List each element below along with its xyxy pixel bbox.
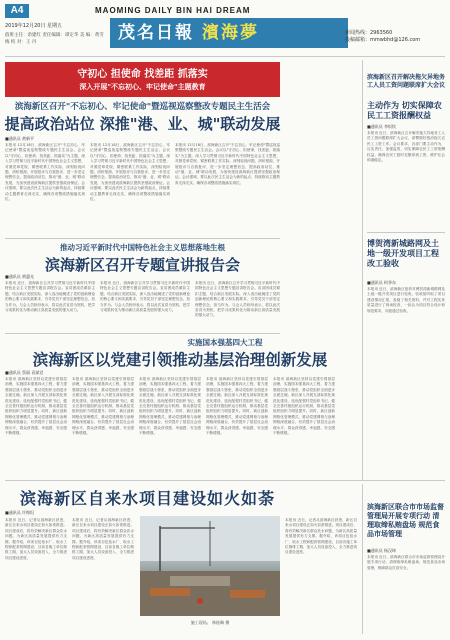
side1-byline: ■通讯员 李炽钦 xyxy=(367,124,397,129)
header-divider xyxy=(5,56,445,57)
slogan-banner xyxy=(5,62,280,97)
article3-byline: ■通讯员 蔡丽 袁斌君 xyxy=(5,370,44,375)
construction-photo xyxy=(140,516,280,616)
side1-kicker: 滨海新区召开解决拖欠异地务工人员工资问题联席扩大会议 xyxy=(367,74,446,89)
banner-slogan: 守初心 担使命 找差距 抓落实 xyxy=(77,69,208,80)
article3-body-col4: 本报讯 滨海新区坚持以党建引领基层治理，实施国本强基四大工程，着力建强基层战斗堡垒，推动党组织全面进步全面过硬。新区深入开展支部标准化规范化建设，选优配强村党组织书记，健全完善村级组织运行机制，推动基层党组织组织力明显提升。同时，新区创新网格化管理模式，推动党建网格与治理网格深度融合，有效提升了基层社会治理水平，群众获得感、幸福感、安全感不断增强。 xyxy=(206,377,268,436)
hotline-info xyxy=(345,30,420,44)
divider xyxy=(5,333,280,334)
article3-kicker: 实施国本强基四大工程 xyxy=(187,338,263,347)
article4-body-col3: 本报讯 近日，记者从滨海新区获悉，新区自来水项目建设正如火如荼推进。项目建成后，将有效解决新区群众饮水问题，为新区高质量发展提供有力支撑。据介绍，该项目包括水厂、取水工程和配套管网建设，目前各施工单位倒排工期，加大人员设备投入，全力推进项目建设进度。 xyxy=(285,518,357,555)
article2-byline: ■通讯员 黄惠光 xyxy=(5,274,35,279)
article1-body-col1: 本报讯 12月18日，滨海新区召开"不忘初心、牢记使命"暨巡视巡察整改专题民主生活会。会议以"守初心、担使命，找差距、抓落实"为主题，深入学习贯彻习近平新时代中国特色社会主义思想，对照党章党规，紧密联系工作实际，深刻检视问题，剖析根源，开展批评与自我批评，进一步坚定理想信念，提高政治站位，推动"港、业、城"联动发展，为加快建设滨海新区提供坚强政治保证。会议强调，要以此次民主生活会为新的起点，持续推动主题教育走深走实，确保各项整改措施落实到位。 xyxy=(5,143,85,202)
article1-byline: ■通讯员 黄新平 xyxy=(5,136,35,141)
photo-illustration xyxy=(140,516,280,616)
article4-body-col2: 本报讯 近日，记者从滨海新区获悉，新区自来水项目建设正如火如荼推进。项目建成后，将有效解决新区群众饮水问题，为新区高质量发展提供有力支撑。据介绍，该项目包括水厂、取水工程和配套管网建设，目前各施工单位倒排工期，加大人员设备投入，全力推进项目建设进度。 xyxy=(72,518,134,560)
side1-body: 本报讯 近日，滨海新区召开解决拖欠异地务工人员工资问题联席扩大会议，部署做好根治拖欠农民工工资工作。会议要求，各部门要主动作为，压实责任，加强监管，切实保障农民工工资报酬权益，确保农民工按时足额拿到工资，维护社会和谐稳定。 xyxy=(367,131,445,163)
issue-date: 2019年12月20日 星期五 xyxy=(5,23,63,29)
divider xyxy=(5,238,280,239)
masthead-subtitle: 濱海夢 xyxy=(202,23,259,43)
article4-headline: 滨海新区自来水项目建设如火如荼 xyxy=(20,489,276,508)
article2-body-col3: 本报讯 近日，滨海新区召开学习贯彻习近平新时代中国特色社会主义思想专题宣讲报告会。宣讲团成员紧扣主题，结合新区发展实际，深入浅出地阐述了党的创新理论的核心要义和实践要求，引导党员干部坚定理想信念，担当作为。与会人员纷纷表示，将以此次宣讲为契机，把学习成果转化为推动新区高质量发展的强大动力。 xyxy=(195,281,280,318)
column-divider xyxy=(362,484,363,634)
article4-byline: ■通讯员 许锦坦 xyxy=(5,510,35,515)
divider xyxy=(5,480,445,481)
article1-body-col3: 本报讯 12月18日，滨海新区召开"不忘初心、牢记使命"暨巡视巡察整改专题民主生活会。会议以"守初心、担使命，找差距、抓落实"为主题，深入学习贯彻习近平新时代中国特色社会主义思想，对照党章党规，紧密联系工作实际，深刻检视问题，剖析根源，开展批评与自我批评，进一步坚定理想信念，提高政治站位，推动"港、业、城"联动发展，为加快建设滨海新区提供坚强政治保证。会议强调，要以此次民主生活会为新的起点，持续推动主题教育走深走实，确保各项整改措施落实到位。 xyxy=(175,143,280,185)
article3-body-col2: 本报讯 滨海新区坚持以党建引领基层治理，实施国本强基四大工程，着力建强基层战斗堡垒，推动党组织全面进步全面过硬。新区深入开展支部标准化规范化建设，选优配强村党组织书记，健全完善村级组织运行机制，推动基层党组织组织力明显提升。同时，新区创新网格化管理模式，推动党建网格与治理网格深度融合，有效提升了基层社会治理水平，群众获得感、幸福感、安全感不断增强。 xyxy=(72,377,134,436)
article1-body-col2: 本报讯 12月18日，滨海新区召开"不忘初心、牢记使命"暨巡视巡察整改专题民主生活会。会议以"守初心、担使命，找差距、抓落实"为主题，深入学习贯彻习近平新时代中国特色社会主义思想，对照党章党规，紧密联系工作实际，深刻检视问题，剖析根源，开展批评与自我批评，进一步坚定理想信念，提高政治站位，推动"港、业、城"联动发展，为加快建设滨海新区提供坚强政治保证。会议强调，要以此次民主生活会为新的起点，持续推动主题教育走深走实，确保各项整改措施落实到位。 xyxy=(90,143,170,202)
divider xyxy=(367,232,445,233)
photo-caption: 施工现场。 林桂琳 摄 xyxy=(190,620,230,625)
article3-body-col3: 本报讯 滨海新区坚持以党建引领基层治理，实施国本强基四大工程，着力建强基层战斗堡垒，推动党组织全面进步全面过硬。新区深入开展支部标准化规范化建设，选优配强村党组织书记，健全完善村级组织运行机制，推动基层党组织组织力明显提升。同时，新区创新网格化管理模式，推动党建网格与治理网格深度融合，有效提升了基层社会治理水平，群众获得感、幸福感、安全感不断增强。 xyxy=(139,377,201,436)
side3-headline: 滨海新区联合市市场监督管理局开展专项行动 清理取缔私贿盘场 规范食品市场管理 xyxy=(367,502,444,538)
banner-subslogan: 深入开展"不忘初心、牢记使命"主题教育 xyxy=(79,83,206,91)
side2-headline: 博贺湾新城路网及土地一级开发项目工程改工验收 xyxy=(367,238,439,268)
side2-byline: ■通讯员 柯华东 xyxy=(367,280,397,285)
article2-kicker: 推动习近平新时代中国特色社会主义思想落地生根 xyxy=(60,243,225,252)
masthead xyxy=(110,18,348,48)
hotline-email: 投稿邮箱：mmwbhd@126.com xyxy=(345,37,421,43)
article1-headline: 提高政治站位 深推"港、业、城"联动发展 xyxy=(4,115,281,133)
side2-body: 本报讯 近日，滨海新区组织对博贺湾新城路网及土地一级开发项目进行验收。验收组听取了项目建设情况汇报，查阅了相关资料，并对工程实体质量进行了现场检查，一致认为项目符合设计和规范要求，同意通过验收。 xyxy=(367,287,445,313)
article2-body-col1: 本报讯 近日，滨海新区召开学习贯彻习近平新时代中国特色社会主义思想专题宣讲报告会。宣讲团成员紧扣主题，结合新区发展实际，深入浅出地阐述了党的创新理论的核心要义和实践要求，引导党员干部坚定理想信念，担当作为。与会人员纷纷表示，将以此次宣讲为契机，把学习成果转化为推动新区高质量发展的强大动力。 xyxy=(5,281,95,313)
side3-body: 本报讯 近日，滨海新区联合市市场监督管理局开展专项行动，清理取缔私贿盘场，规范食品市场管理，保障群众饮食安全。 xyxy=(367,555,445,570)
column-divider xyxy=(362,60,363,480)
article4-body-col1: 本报讯 近日，记者从滨海新区获悉，新区自来水项目建设正如火如荼推进。项目建成后，将有效解决新区群众饮水问题，为新区高质量发展提供有力支撑。据介绍，该项目包括水厂、取水工程和配套管网建设，目前各施工单位倒排工期，加大人员设备投入，全力推进项目建设进度。 xyxy=(5,518,67,560)
english-title: MAOMING DAILY BIN HAI DREAM xyxy=(95,6,251,15)
article1-kicker: 滨海新区召开"不忘初心、牢记使命"暨巡视巡察整改专题民主生活会 xyxy=(14,102,271,112)
article3-body-col5: 本报讯 滨海新区坚持以党建引领基层治理，实施国本强基四大工程，着力建强基层战斗堡垒，推动党组织全面进步全面过硬。新区深入开展支部标准化规范化建设，选优配强村党组织书记，健全完善村级组织运行机制，推动基层党组织组织力明显提升。同时，新区创新网格化管理模式，推动党建网格与治理网格深度融合，有效提升了基层社会治理水平，群众获得感、幸福感、安全感不断增强。 xyxy=(273,377,335,436)
article2-headline: 滨海新区召开专题宣讲报告会 xyxy=(44,256,240,274)
masthead-title: 茂名日報 xyxy=(118,23,194,43)
side3-byline: ■通讯员 杨汉坤 xyxy=(367,548,397,553)
hotline-phone: 新闻热线：2963560 xyxy=(345,30,393,36)
editor-credits: 值班主任：余建红 责任编辑：谭定华 美 编：黄雪梅 校 对：王 丹 xyxy=(5,33,104,45)
article3-headline: 滨海新区以党建引领推动基层治理创新发展 xyxy=(32,350,328,369)
page-number: A4 xyxy=(5,4,29,18)
article3-body-col1: 本报讯 滨海新区坚持以党建引领基层治理，实施国本强基四大工程，着力建强基层战斗堡垒，推动党组织全面进步全面过硬。新区深入开展支部标准化规范化建设，选优配强村党组织书记，健全完善村级组织运行机制，推动基层党组织组织力明显提升。同时，新区创新网格化管理模式，推动党建网格与治理网格深度融合，有效提升了基层社会治理水平，群众获得感、幸福感、安全感不断增强。 xyxy=(5,377,67,436)
side1-headline: 主动作为 切实保障农民工工资报酬权益 xyxy=(367,100,442,120)
article2-body-col2: 本报讯 近日，滨海新区召开学习贯彻习近平新时代中国特色社会主义思想专题宣讲报告会。宣讲团成员紧扣主题，结合新区发展实际，深入浅出地阐述了党的创新理论的核心要义和实践要求，引导党员干部坚定理想信念，担当作为。与会人员纷纷表示，将以此次宣讲为契机，把学习成果转化为推动新区高质量发展的强大动力。 xyxy=(100,281,190,313)
